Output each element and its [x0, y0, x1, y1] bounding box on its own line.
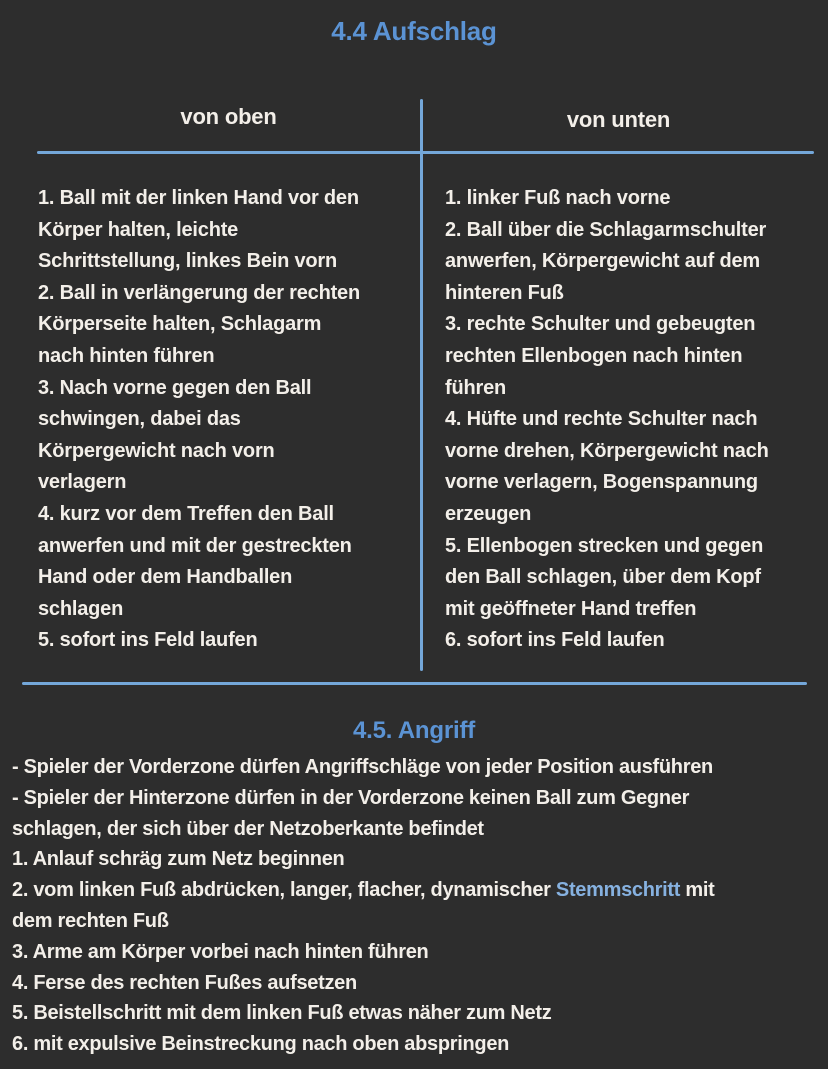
- text-line: 4. Ferse des rechten Fußes aufsetzen: [12, 971, 357, 994]
- text-line: rechten Ellenbogen nach hinten: [445, 344, 743, 367]
- text-line: anwerfen, Körpergewicht auf dem: [445, 250, 760, 273]
- text-line: den Ball schlagen, über dem Kopf: [445, 566, 761, 589]
- text-line: Körper halten, leichte: [38, 218, 239, 241]
- text-line: schwingen, dabei das: [38, 408, 241, 431]
- text-line: schlagen: [38, 597, 124, 620]
- text-line: 3. Nach vorne gegen den Ball: [38, 376, 312, 399]
- text-line: - Spieler der Hinterzone dürfen in der Vorderzone keinen Ball zum Gegner: [12, 786, 690, 809]
- text-line: 5. Ellenbogen strecken und gegen: [445, 534, 764, 557]
- serve-underhand-steps: [445, 183, 817, 657]
- text-line: erzeugen: [445, 502, 532, 525]
- text-line: 4. Hüfte und rechte Schulter nach: [445, 408, 758, 431]
- text-line: vorne verlagern, Bogenspannung: [445, 471, 758, 494]
- text-line: nach hinten führen: [38, 344, 215, 367]
- text-line: anwerfen und mit der gestreckten: [38, 534, 352, 557]
- text-line: 5. sofort ins Feld laufen: [38, 629, 258, 652]
- text-line: mit geöffneter Hand treffen: [445, 597, 697, 620]
- text-line: führen: [445, 376, 507, 399]
- text-line: 4. kurz vor dem Treffen den Ball: [38, 502, 334, 525]
- text-segment: 2. vom linken Fuß abdrücken, langer, flacher, dynamischer: [12, 879, 556, 902]
- text-line: hinteren Fuß: [445, 281, 564, 304]
- serve-overhand-steps: [38, 183, 419, 657]
- attack-steps: [12, 752, 820, 1060]
- text-line: verlagern: [38, 471, 127, 494]
- text-line: 5. Beistellschritt mit dem linken Fuß etwas näher zum Netz: [12, 1002, 552, 1025]
- text-line: 1. Anlauf schräg zum Netz beginnen: [12, 848, 345, 871]
- text-line: dem rechten Fuß: [12, 909, 169, 932]
- text-line: 1. linker Fuß nach vorne: [445, 187, 671, 209]
- text-line: Körpergewicht nach vorn: [38, 439, 275, 462]
- table-top-rule: [37, 151, 814, 154]
- text-line: vorne drehen, Körpergewicht nach: [445, 439, 769, 462]
- serve-section-heading: 4.4 Aufschlag: [331, 16, 497, 46]
- text-line: schlagen, der sich über der Netzoberkante befindet: [12, 817, 484, 840]
- attack-section-heading: 4.5. Angriff: [352, 717, 476, 744]
- text-line: 2. Ball in verlängerung der rechten: [38, 281, 360, 304]
- highlighted-term: Stemmschritt: [555, 879, 681, 902]
- text-line: 6. sofort ins Feld laufen: [445, 629, 665, 652]
- column-header-von-oben: von oben: [180, 104, 277, 129]
- text-line: [12, 875, 820, 906]
- text-line: Körperseite halten, Schlagarm: [38, 313, 322, 336]
- column-header-von-unten: von unten: [566, 107, 671, 132]
- text-line: 3. Arme am Körper vorbei nach hinten führen: [12, 940, 429, 963]
- text-line: 1. Ball mit der linken Hand vor den: [38, 187, 359, 209]
- text-line: Schrittstellung, linkes Bein vorn: [38, 250, 338, 273]
- text-line: 6. mit expulsive Beinstreckung nach oben abspringen: [12, 1033, 510, 1056]
- text-line: Hand oder dem Handballen: [38, 566, 293, 589]
- text-line: - Spieler der Vorderzone dürfen Angriffschläge von jeder Position ausführen: [12, 756, 713, 778]
- table-column-divider: [420, 99, 423, 671]
- text-line: 3. rechte Schulter und gebeugten: [445, 313, 756, 336]
- table-bottom-rule: [22, 682, 807, 685]
- text-line: 2. Ball über die Schlagarmschulter: [445, 218, 767, 241]
- text-segment: mit: [680, 879, 715, 902]
